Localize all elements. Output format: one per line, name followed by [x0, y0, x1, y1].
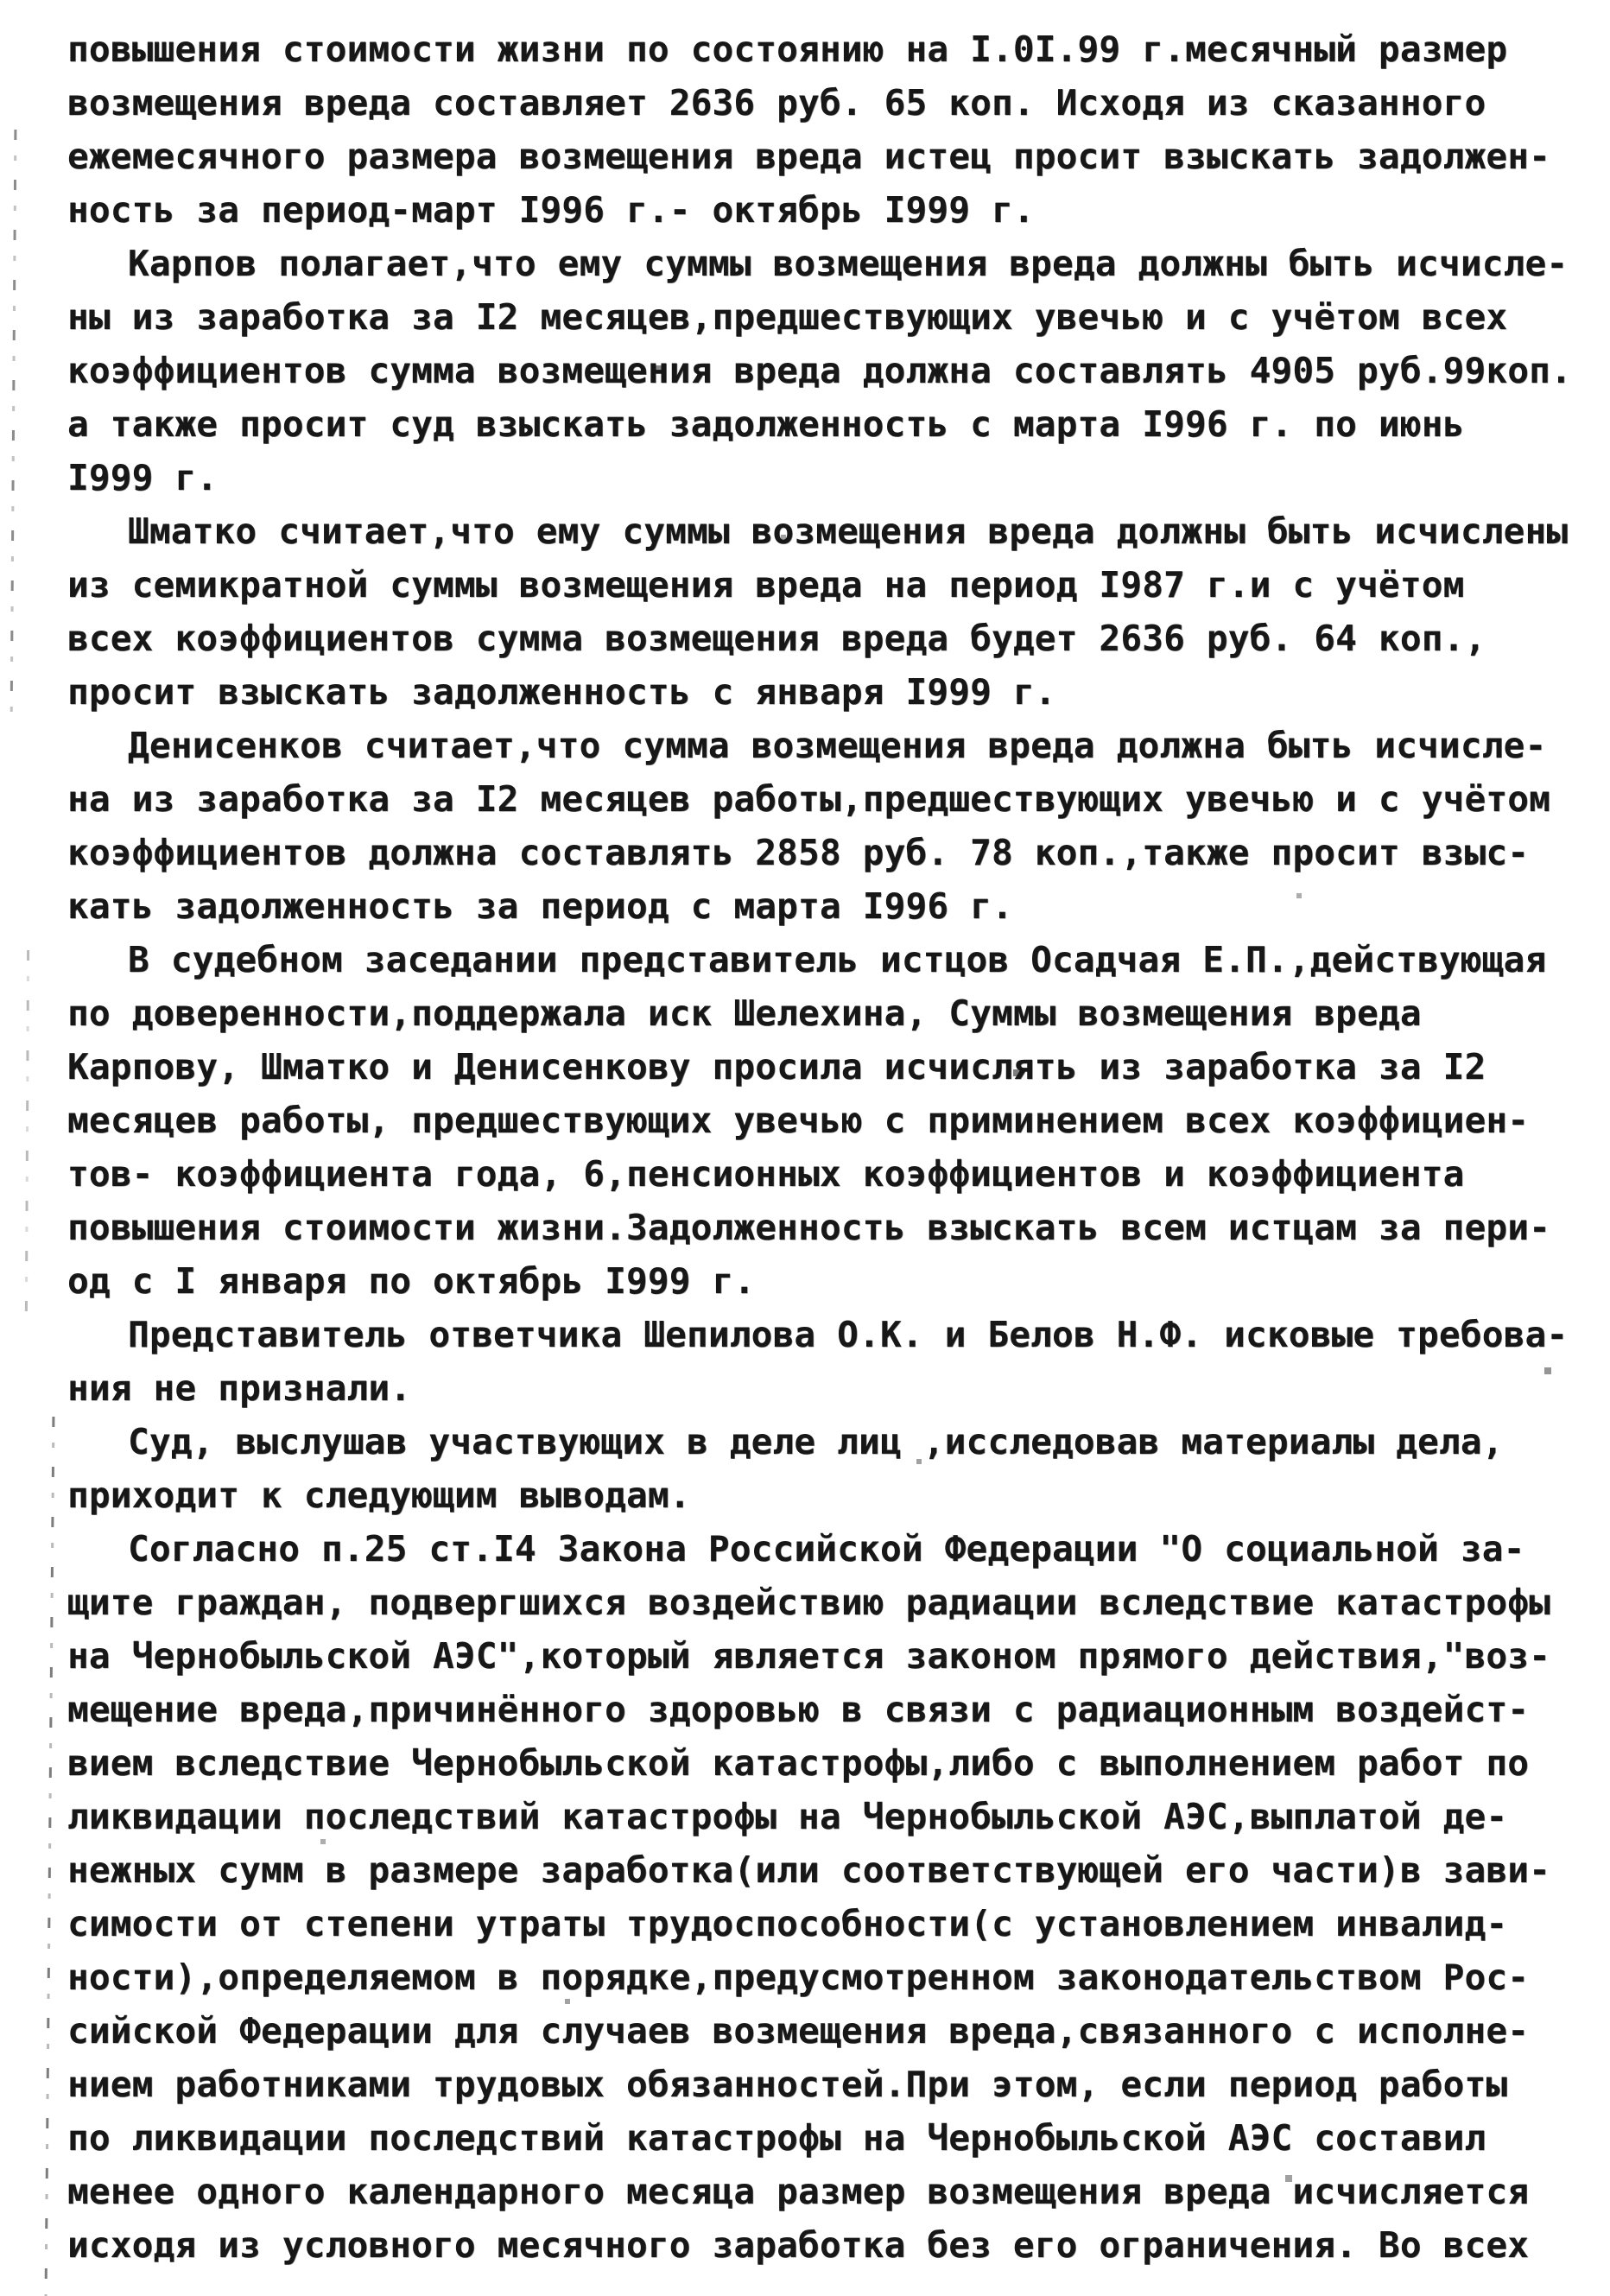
scan-artifact-left-line-bottom [45, 1417, 55, 2296]
scan-artifact-left-line-top [10, 130, 17, 726]
paragraph [67, 1308, 1588, 1415]
text-line: кать задолженность за период с марта I996 г. [67, 885, 1013, 927]
text-line: ны из заработка за I2 месяцев,предшествующих увечью и с учётом всех [67, 296, 1508, 338]
text-line: менее одного календарного месяца размер возмещения вреда исчисляется [67, 2171, 1530, 2212]
text-line: Согласно п.25 ст.I4 Закона Российской Федерации "О социальной за- [128, 1528, 1525, 1570]
text-line: щите граждан, подвергшихся воздействию радиации вследствие катастрофы [67, 1582, 1551, 1623]
text-line: мещение вреда,причинённого здоровью в связи с радиационным воздейст- [67, 1689, 1530, 1730]
text-line: исходя из условного месячного заработка без его ограничения. Во всех [67, 2224, 1530, 2266]
paragraph [67, 719, 1588, 933]
text-line: ности),определяемом в порядке,предусмотренном законодательством Рос- [67, 1957, 1530, 1998]
scan-artifact-left-line-mid [25, 950, 29, 1313]
paragraph [67, 504, 1588, 719]
text-line: В судебном заседании представитель истцов Осадчая Е.П.,действующая [128, 939, 1547, 980]
text-line: месяцев работы, предшествующих увечью с приминением всех коэффициен- [67, 1100, 1530, 1141]
paragraph [67, 237, 1588, 504]
text-line: приходит к следующим выводам. [67, 1475, 691, 1516]
text-line: Шматко считает,что ему суммы возмещения вреда должны быть исчислены [128, 511, 1569, 552]
text-line: сийской Федерации для случаев возмещения вреда,связанного с исполне- [67, 2010, 1530, 2052]
text-line: Представитель ответчика Шепилова О.К. и Белов Н.Ф. исковые требова- [128, 1314, 1569, 1355]
document-body [67, 22, 1588, 2272]
text-line: на из заработка за I2 месяцев работы,предшествующих увечью и с учётом [67, 778, 1551, 820]
text-line: просит взыскать задолженность с января I999 г. [67, 671, 1056, 713]
text-line: Денисенков считает,что сумма возмещения вреда должна быть исчисле- [128, 725, 1547, 766]
text-line: а также просит суд взыскать задолженность с марта I996 г. по июнь [67, 403, 1465, 445]
text-line: од с I января по октябрь I999 г. [67, 1260, 756, 1302]
paragraph [67, 1415, 1588, 1522]
text-line: I999 г. [67, 457, 219, 498]
text-line: повышения стоимости жизни.Задолженность взыскать всем истцам за пери- [67, 1207, 1551, 1248]
text-line: по доверенности,поддержала иск Шелехина, Суммы возмещения вреда [67, 993, 1422, 1034]
text-line: по ликвидации последствий катастрофы на Чернобыльской АЭС составил [67, 2117, 1486, 2159]
text-line: ежемесячного размера возмещения вреда истец просит взыскать задолжен- [67, 136, 1551, 177]
text-line: тов- коэффициента года, 6,пенсионных коэффициентов и коэффициента [67, 1153, 1465, 1195]
text-line: коэффициентов сумма возмещения вреда должна составлять 4905 руб.99коп. [67, 350, 1572, 391]
text-line: ния не признали. [67, 1367, 412, 1409]
text-line: Карпов полагает,что ему суммы возмещения вреда должны быть исчисле- [128, 243, 1569, 284]
text-line: ность за период-март I996 г.- октябрь I999 г. [67, 189, 1035, 231]
text-line: вием вследствие Чернобыльской катастрофы,либо с выполнением работ по [67, 1742, 1530, 1784]
text-line: из семикратной суммы возмещения вреда на период I987 г.и с учётом [67, 564, 1465, 606]
scan-speckles [0, 0, 3, 3]
text-line: Суд, выслушав участвующих в деле лиц ,исследовав материалы дела, [128, 1421, 1504, 1462]
text-line: всех коэффициентов сумма возмещения вреда будет 2636 руб. 64 коп., [67, 618, 1486, 659]
text-line: нием работниками трудовых обязанностей.При этом, если период работы [67, 2064, 1508, 2105]
text-line: повышения стоимости жизни по состоянию на I.0I.99 г.месячный размер [67, 29, 1508, 70]
text-line: на Чернобыльской АЭС",который является законом прямого действия,"воз- [67, 1635, 1551, 1677]
text-line: коэффициентов должна составлять 2858 руб. 78 коп.,также просит взыс- [67, 832, 1530, 873]
text-line: нежных сумм в размере заработка(или соответствующей его части)в зави- [67, 1849, 1551, 1891]
paragraph [67, 1522, 1588, 2272]
paragraph [67, 22, 1588, 237]
text-line: симости от степени утраты трудоспособности(с установлением инвалид- [67, 1903, 1508, 1944]
text-line: Карпову, Шматко и Денисенкову просила исчислять из заработка за I2 [67, 1046, 1486, 1088]
paragraph [67, 933, 1588, 1308]
text-line: возмещения вреда составляет 2636 руб. 65 коп. Исходя из сказанного [67, 82, 1486, 124]
text-line: ликвидации последствий катастрофы на Чернобыльской АЭС,выплатой де- [67, 1796, 1508, 1837]
